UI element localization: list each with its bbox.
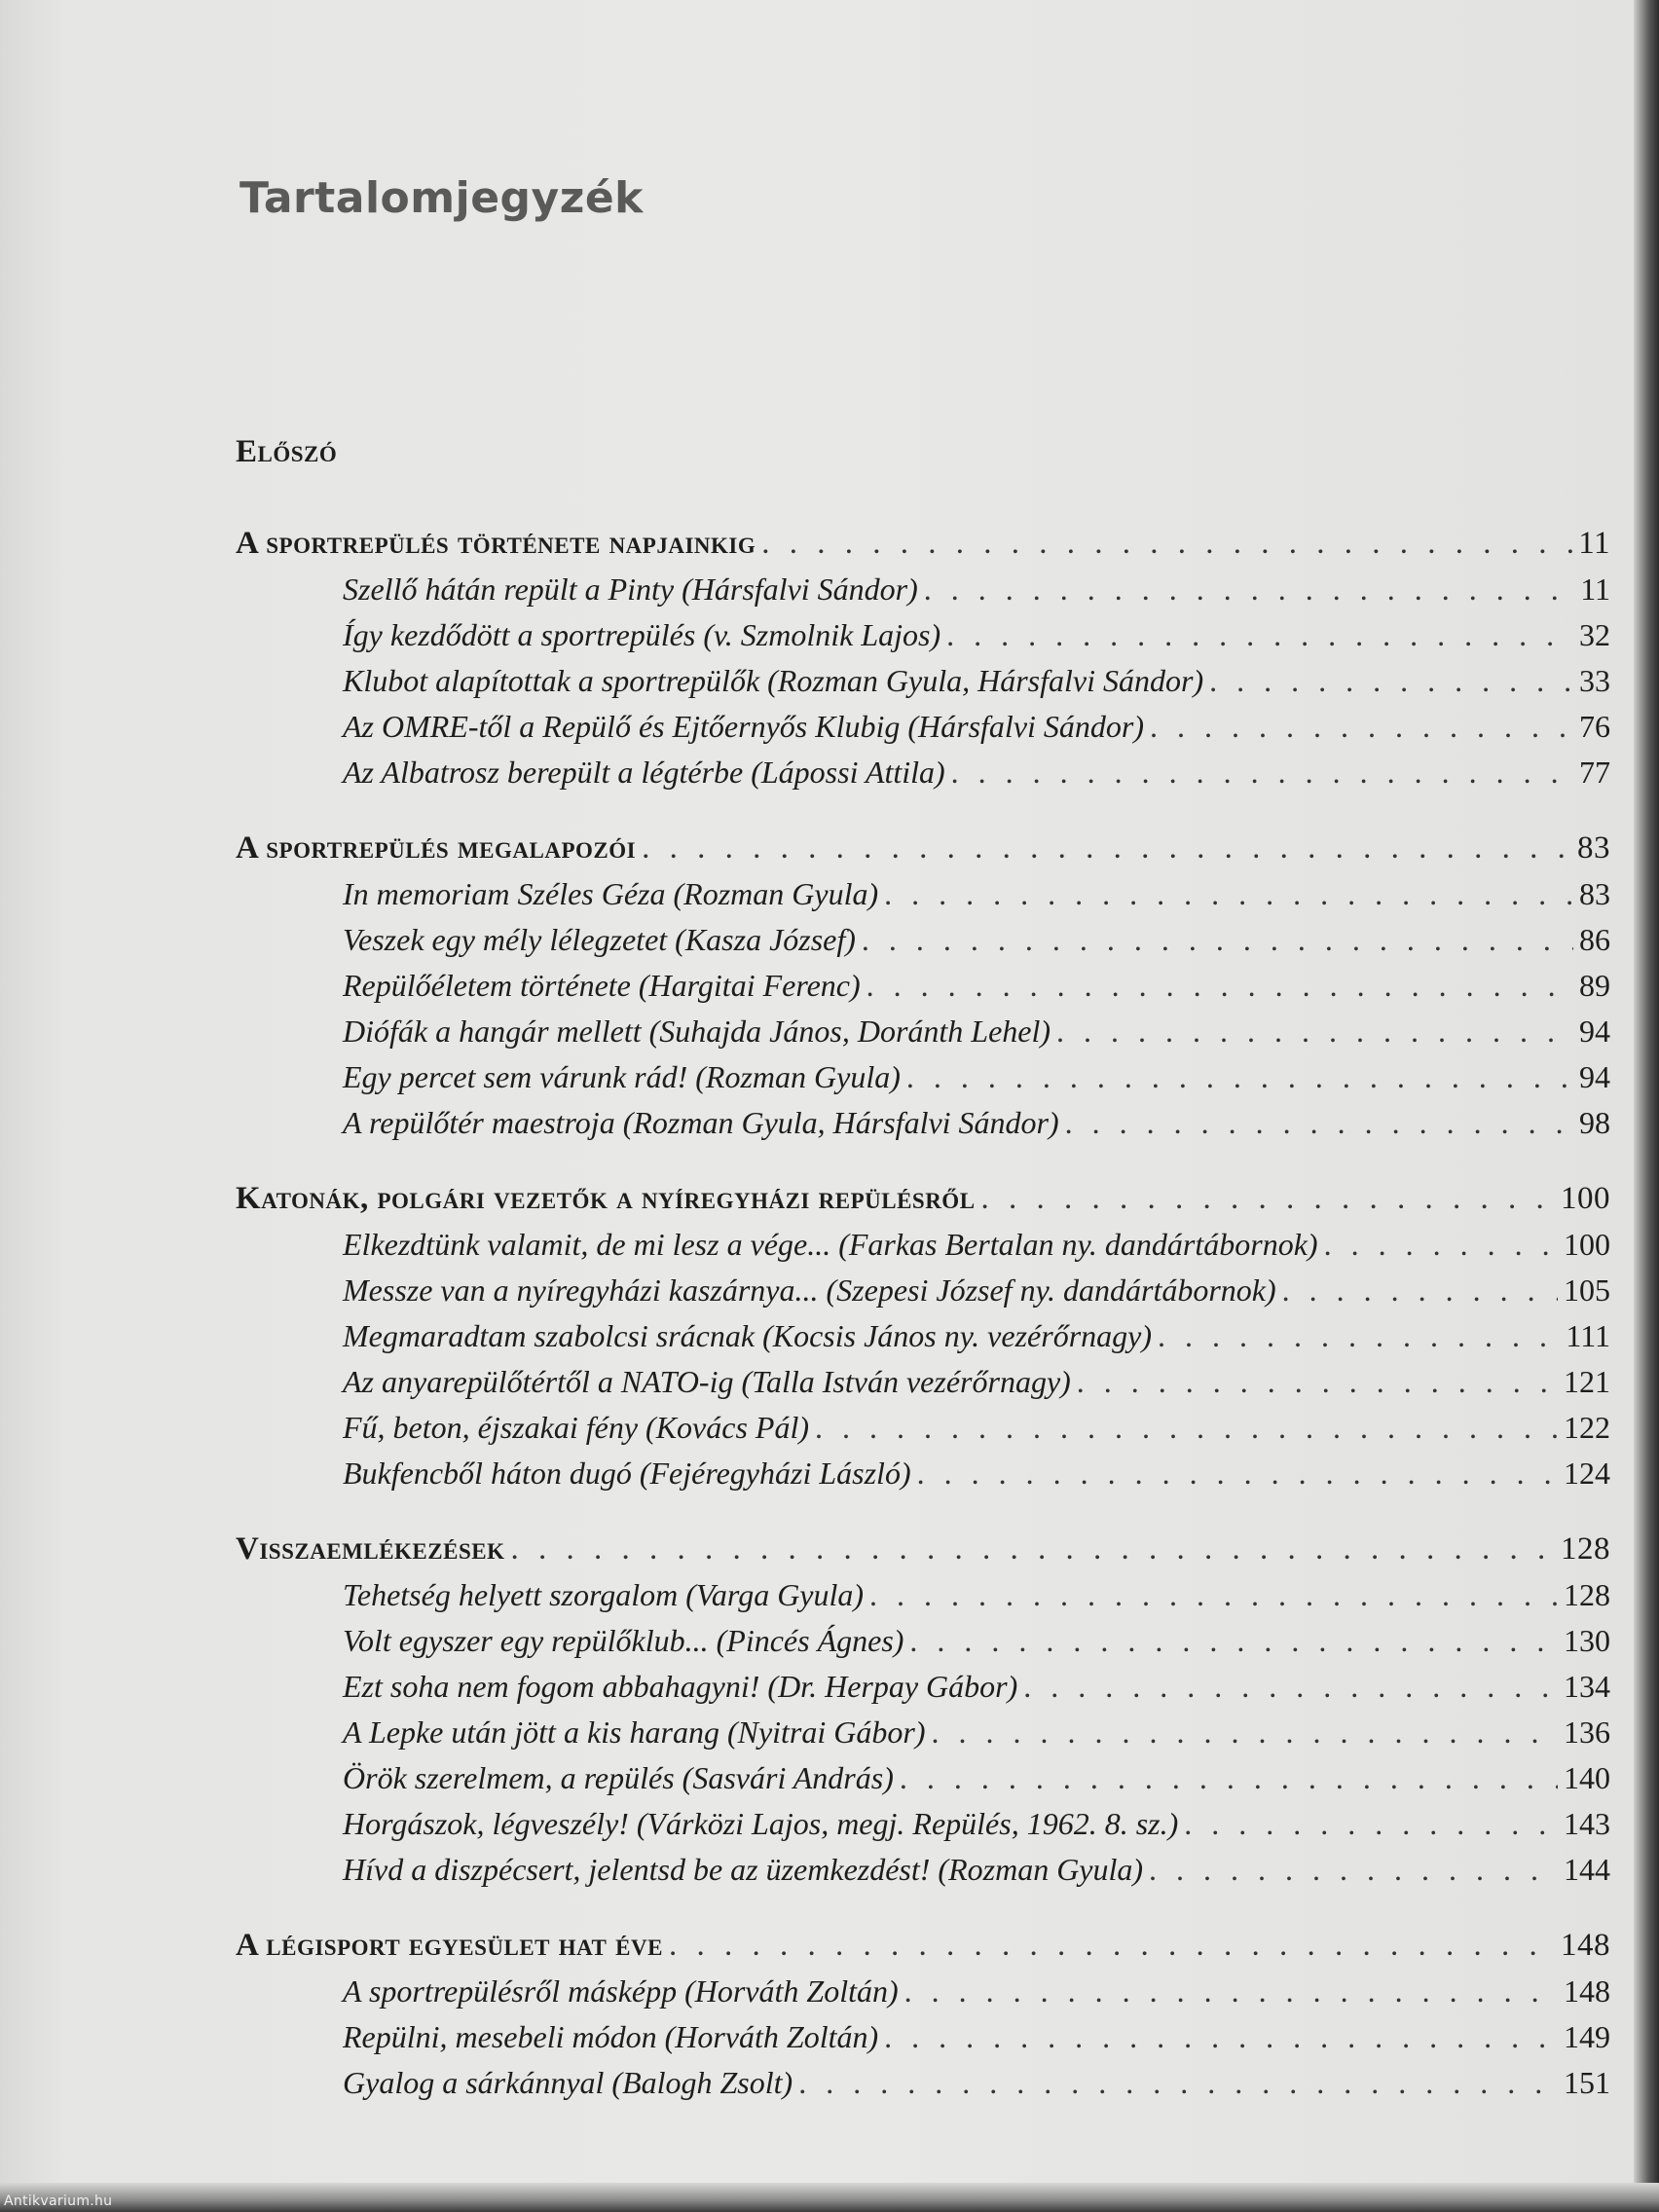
toc-entry-title: Volt egyszer egy repülőklub... (Pincés Ágnes) <box>343 1623 904 1658</box>
dot-leader <box>869 1577 1558 1613</box>
toc-entry-title: Az Albatrosz berepült a légtérbe (Lápossi Attila) <box>343 755 945 790</box>
toc-section-title: A sportrepülés története napjainkig <box>236 526 756 561</box>
toc-page-number: 128 <box>1561 1531 1610 1567</box>
toc-section-title: Visszaemlékezések <box>236 1531 505 1567</box>
toc-entry-title: Az OMRE-től a Repülő és Ejtőernyős Klubig (Hársfalvi Sándor) <box>343 709 1145 744</box>
toc-page-number: 33 <box>1579 663 1610 698</box>
toc-entry-title: Örök szerelmem, a repülés (Sasvári András) <box>343 1760 894 1795</box>
toc-page-number: 111 <box>1566 1318 1610 1353</box>
toc-page-number: 148 <box>1561 1928 1610 1963</box>
toc-entry-title: Egy percet sem várunk rád! (Rozman Gyula) <box>343 1059 901 1094</box>
toc-entry <box>236 1806 1610 1852</box>
toc-entry <box>236 1577 1610 1623</box>
toc-entry-title: Diófák a hangár mellett (Suhajda János, Doránth Lehel) <box>343 1014 1051 1049</box>
toc-section-heading <box>236 1181 1610 1227</box>
toc-entry <box>236 663 1610 709</box>
toc-page-number: 122 <box>1564 1410 1610 1445</box>
toc-section-heading <box>236 1531 1610 1577</box>
dot-leader <box>862 922 1573 958</box>
toc-entry <box>236 1714 1610 1760</box>
toc-entry-title: Ezt soha nem fogom abbahagyni! (Dr. Herpay Gábor) <box>343 1669 1018 1704</box>
toc-entry <box>236 2019 1610 2065</box>
toc-page-number: 11 <box>1580 571 1610 607</box>
toc-section-title: A légisport egyesület hat éve <box>236 1928 663 1963</box>
toc-preface-label: Előszó <box>236 434 338 469</box>
dot-leader <box>981 1181 1555 1217</box>
dot-leader <box>1150 709 1573 745</box>
toc-page-number: 89 <box>1579 968 1610 1003</box>
dot-leader <box>1158 1318 1560 1354</box>
toc-page-number: 77 <box>1579 755 1610 790</box>
toc-page-number: 144 <box>1564 1852 1610 1887</box>
toc-entry-title: Így kezdődött a sportrepülés (v. Szmolnik Lajos) <box>343 617 941 652</box>
toc-entry-title: Klubot alapítottak a sportrepülők (Rozman Gyula, Hársfalvi Sándor) <box>343 663 1204 698</box>
toc-page-number: 140 <box>1564 1760 1610 1795</box>
dot-leader <box>917 1456 1558 1492</box>
toc-entry-title: Repülőéletem története (Hargitai Ferenc) <box>343 968 861 1003</box>
toc-sections <box>236 526 1610 2111</box>
toc-entry-title: Hívd a diszpécsert, jelentsd be az üzemkezdést! (Rozman Gyula) <box>343 1852 1144 1887</box>
toc-entry-title: Bukfencből háton dugó (Fejéregyházi László) <box>343 1456 911 1491</box>
page-edge-bottom <box>0 2183 1659 2212</box>
toc-section-heading <box>236 526 1610 571</box>
table-of-contents <box>236 434 1610 2111</box>
toc-entry <box>236 1318 1610 1364</box>
dot-leader <box>1077 1364 1558 1400</box>
toc-page-number: 86 <box>1579 922 1610 957</box>
toc-page-number: 143 <box>1564 1806 1610 1841</box>
dot-leader <box>1056 1014 1573 1050</box>
toc-entry-title: Horgászok, légveszély! (Várközi Lajos, megj. Repülés, 1962. 8. sz.) <box>343 1806 1179 1841</box>
dot-leader <box>815 1410 1558 1446</box>
toc-entry-title: A Lepke után jött a kis harang (Nyitrai Gábor) <box>343 1714 926 1750</box>
toc-entry <box>236 1669 1610 1714</box>
toc-page-number: 128 <box>1564 1577 1610 1612</box>
dot-leader <box>798 2065 1558 2101</box>
dot-leader <box>900 1760 1558 1796</box>
toc-preface <box>236 434 1610 480</box>
dot-leader <box>924 571 1574 608</box>
toc-entry <box>236 1973 1610 2019</box>
toc-entry <box>236 571 1610 617</box>
dot-leader <box>1023 1669 1558 1705</box>
toc-entry <box>236 1272 1610 1318</box>
toc-entry <box>236 1014 1610 1059</box>
toc-entry-title: In memoriam Széles Géza (Rozman Gyula) <box>343 876 879 911</box>
page-title: Tartalomjegyzék <box>240 173 644 223</box>
toc-entry-title: Messze van a nyíregyházi kaszárnya... (Szepesi József ny. dandártábornok) <box>343 1272 1276 1308</box>
toc-entry-title: Fű, beton, éjszakai fény (Kovács Pál) <box>343 1410 809 1445</box>
toc-section-title: A sportrepülés megalapozói <box>236 830 637 866</box>
toc-page-number: 121 <box>1564 1364 1610 1399</box>
dot-leader <box>904 1973 1558 2009</box>
toc-entry-title: Gyalog a sárkánnyal (Balogh Zsolt) <box>343 2065 793 2100</box>
toc-page-number: 130 <box>1564 1623 1610 1658</box>
toc-entry <box>236 2065 1610 2111</box>
toc-page-number: 94 <box>1579 1014 1610 1049</box>
toc-entry-title: A sportrepülésről másképp (Horváth Zoltán) <box>343 1973 899 2009</box>
toc-entry-title: Megmaradtam szabolcsi srácnak (Kocsis János ny. vezérőrnagy) <box>343 1318 1152 1353</box>
toc-entry-title: Elkezdtünk valamit, de mi lesz a vége... (Farkas Bertalan ny. dandártábornok) <box>343 1227 1318 1262</box>
toc-entry <box>236 1623 1610 1669</box>
toc-entry-title: Tehetség helyett szorgalom (Varga Gyula) <box>343 1577 865 1612</box>
toc-page-number: 124 <box>1564 1456 1610 1491</box>
dot-leader <box>866 968 1573 1004</box>
toc-entry <box>236 968 1610 1014</box>
dot-leader <box>642 830 1571 866</box>
toc-page-number: 149 <box>1564 2019 1610 2054</box>
dot-leader <box>1324 1227 1558 1263</box>
toc-entry-title: Veszek egy mély lélegzetet (Kasza József) <box>343 922 856 957</box>
toc-page-number: 151 <box>1564 2065 1610 2100</box>
toc-page-number: 134 <box>1564 1669 1610 1704</box>
toc-page-number: 83 <box>1577 830 1610 866</box>
toc-entry <box>236 755 1610 800</box>
toc-entry <box>236 709 1610 755</box>
toc-page-number: 32 <box>1579 617 1610 652</box>
toc-section-title: Katonák, polgári vezetők a nyíregyházi repülésről <box>236 1181 976 1216</box>
toc-entry <box>236 922 1610 968</box>
toc-page-number: 76 <box>1579 709 1610 744</box>
toc-page-number: 100 <box>1564 1227 1610 1262</box>
toc-entry-title: Repülni, mesebeli módon (Horváth Zoltán) <box>343 2019 879 2054</box>
dot-leader <box>931 1714 1558 1751</box>
toc-entry <box>236 1456 1610 1501</box>
toc-entry <box>236 1760 1610 1806</box>
dot-leader <box>946 617 1573 653</box>
toc-entry <box>236 1227 1610 1272</box>
toc-entry <box>236 1059 1610 1105</box>
toc-page-number: 94 <box>1579 1059 1610 1094</box>
toc-section-heading <box>236 1928 1610 1973</box>
watermark-text: Antikvarium.hu <box>4 2194 113 2209</box>
dot-leader <box>1065 1105 1573 1141</box>
toc-page-number: 11 <box>1578 526 1610 561</box>
toc-entry <box>236 1852 1610 1898</box>
dot-leader <box>1184 1806 1558 1842</box>
toc-page-number: 98 <box>1579 1105 1610 1140</box>
toc-entry-title: Szellő hátán repült a Pinty (Hársfalvi Sándor) <box>343 571 918 607</box>
toc-page-number: 105 <box>1564 1272 1610 1308</box>
toc-entry-title: A repülőtér maestroja (Rozman Gyula, Hársfalvi Sándor) <box>343 1105 1059 1140</box>
dot-leader <box>909 1623 1558 1659</box>
dot-leader <box>510 1531 1555 1567</box>
toc-page-number: 148 <box>1564 1973 1610 2009</box>
page-edge-right <box>1634 0 1659 2212</box>
dot-leader <box>884 876 1573 912</box>
toc-entry <box>236 876 1610 922</box>
toc-page-number: 100 <box>1561 1181 1610 1216</box>
dot-leader <box>1209 663 1573 699</box>
toc-entry-title: Az anyarepülőtértől a NATO-ig (Talla István vezérőrnagy) <box>343 1364 1071 1399</box>
toc-page-number: 83 <box>1579 876 1610 911</box>
toc-entry <box>236 1105 1610 1151</box>
dot-leader <box>761 526 1572 562</box>
toc-section-heading <box>236 830 1610 876</box>
dot-leader <box>906 1059 1573 1095</box>
toc-page-number: 136 <box>1564 1714 1610 1750</box>
toc-entry <box>236 617 1610 663</box>
toc-entry <box>236 1364 1610 1410</box>
dot-leader <box>951 755 1573 791</box>
dot-leader <box>1282 1272 1558 1309</box>
dot-leader <box>1149 1852 1558 1888</box>
dot-leader <box>669 1928 1555 1964</box>
dot-leader <box>884 2019 1558 2055</box>
toc-entry <box>236 1410 1610 1456</box>
